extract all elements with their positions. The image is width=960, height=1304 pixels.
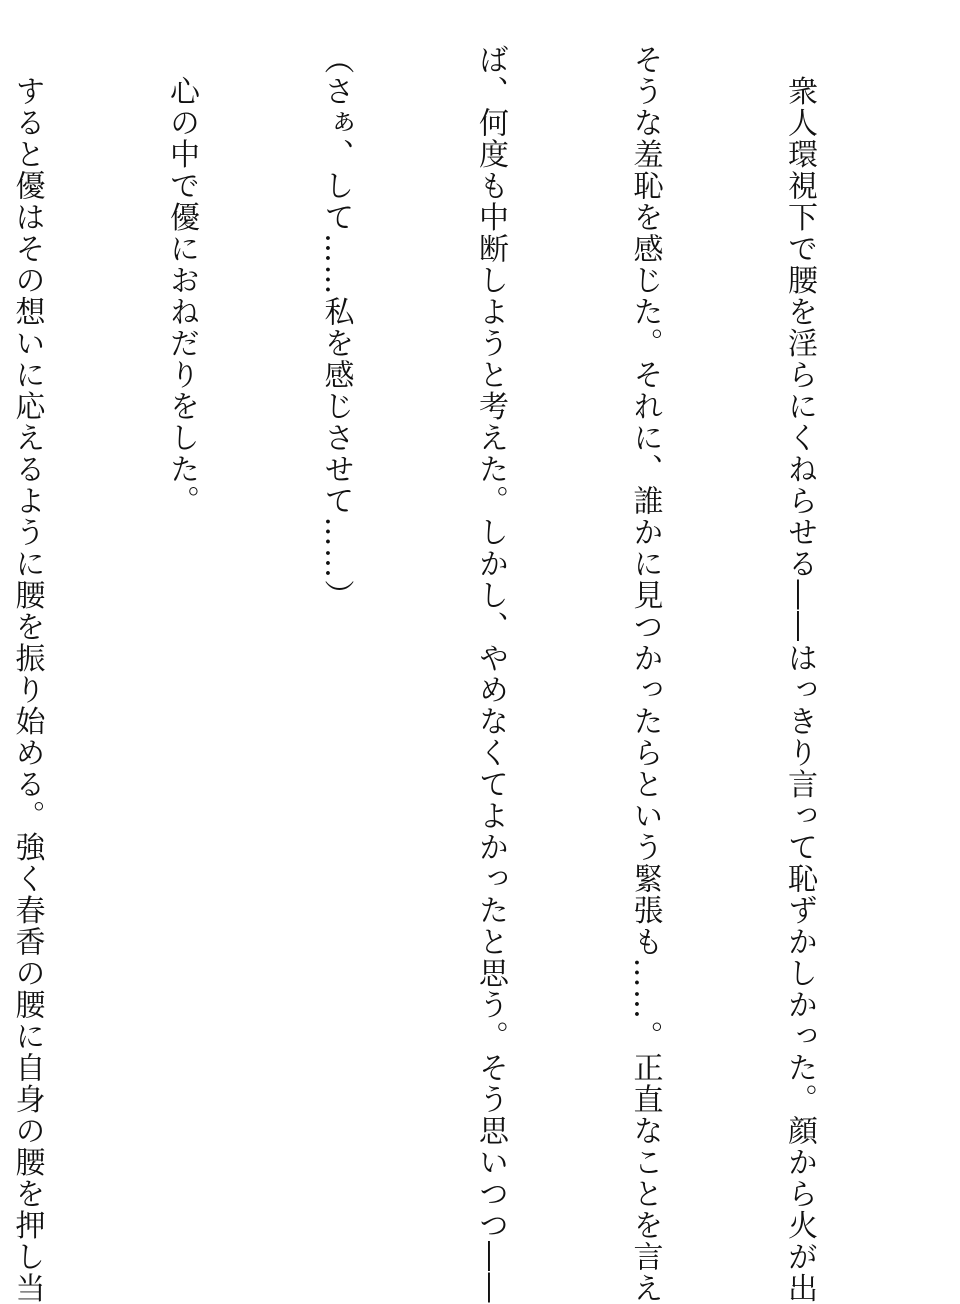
vertical-text-body <box>9 44 928 1304</box>
text-line: すると優はその想いに応えるように腰を振り始める。強く春香の腰に自身の腰を押し当 <box>9 44 45 1304</box>
text-line: 心の中で優におねだりをした。 <box>164 44 199 517</box>
text-line: 衆人環視下で腰を淫らにくねらせる――はっきり言って恥ずかしかった。顔から火が出 <box>782 44 817 1304</box>
text-line: （さぁ、して……私を感じさせて……） <box>318 44 354 611</box>
text-line: ば、何度も中断しようと考えた。しかし、やめなくてよかったと思う。そう思いつつ―― <box>473 44 508 1304</box>
text-line: そうな羞恥を感じた。それに、誰かに見つかったらという緊張も……。正直なことを言え <box>627 44 663 1304</box>
